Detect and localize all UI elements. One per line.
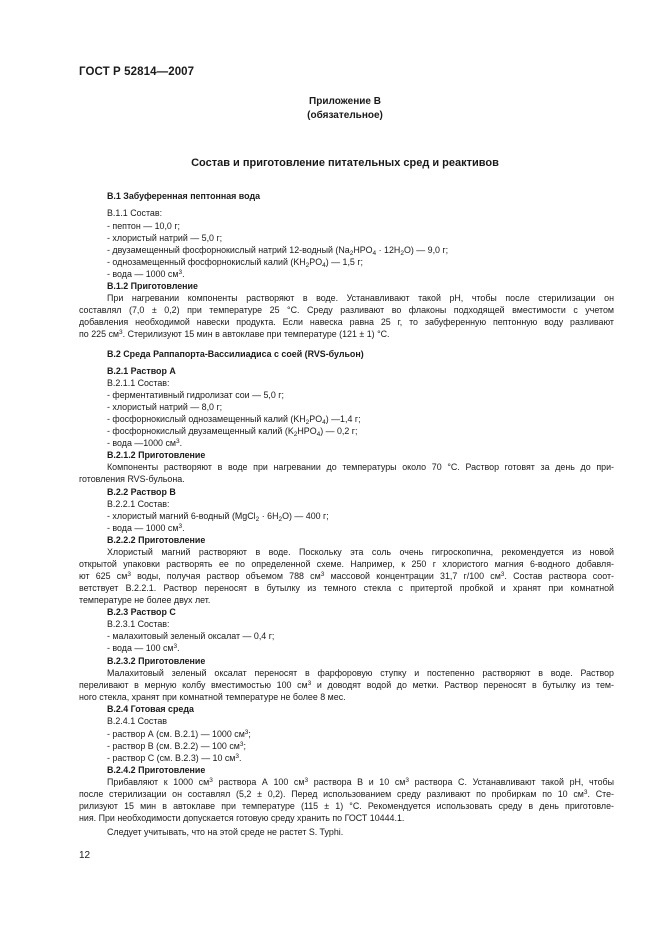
paragraph-line: открытой упаковки растворять ее по определенной схеме. Например, к 250 г хлористого магния 6-водного добавля-: [79, 559, 614, 569]
paragraph-line: Компоненты растворяют в воде при нагревании до температуры около 70 °С. Раствор готовят за день до при-: [107, 462, 614, 472]
list-item: - вода — 1000 $см^3$.: [107, 269, 185, 279]
composition-label: В.2.1.1 Состав:: [107, 378, 170, 388]
subsection-heading: В.2.4 Готовая среда: [107, 704, 194, 714]
paragraph-line: Хлористый магний растворяют в воде. Поскольку эта соль очень гигроскопична, рекомендуется из новой: [107, 547, 614, 557]
paragraph-line: температуре не более двух лет.: [79, 595, 211, 605]
subsection-heading: В.2.2 Раствор В: [107, 487, 176, 497]
paragraph-line: после стерилизации он составлял (5,2 ± 0,2). Перед использованием среду разливают по пробиркам по 10 $см^3$. Сте-: [79, 789, 614, 799]
paragraph-line: Прибавляют к 1000 $см^3$ раствора А 100 $см^3$ раствора В и 10 $см^3$ раствора С. Устанавливают такой pH, чтобы: [107, 777, 615, 787]
paragraph-line: добавления необходимой навески продукта. Если навеска равна 25 г, то забуференную пептонную воду разливают: [79, 317, 614, 327]
paragraph-line: по 225 $см^3$. Стерилизуют 15 мин в автоклаве при температуре (121 ± 1) °С.: [79, 329, 390, 339]
paragraph-line: ют 625 $см^3$ воды, получая раствор объемом 788 $см^3$ массовой концентрации 31,7 г/100 $см^3$. Состав раствора соот-: [79, 571, 614, 581]
list-item: - вода — 100 $см^3$.: [107, 643, 180, 653]
list-item: - раствор А (см. В.2.1) — 1000 $см^3$;: [107, 729, 251, 739]
subsection-heading: В.2.1 Раствор А: [107, 366, 176, 376]
paragraph-line: Малахитовый зеленый оксалат переносят в фарфоровую ступку и постепенно растворяют в воде. Раствор: [107, 668, 614, 678]
note: Следует учитывать, что на этой среде не растет S. Typhi.: [107, 827, 344, 837]
document-title: Состав и приготовление питательных сред и реактивов: [191, 157, 499, 169]
paragraph-line: готовления RVS-бульона.: [79, 474, 185, 484]
subsection-heading: В.1.2 Приготовление: [107, 281, 198, 291]
composition-label: В.1.1 Состав:: [107, 208, 163, 218]
subsection-heading: В.2.3.2 Приготовление: [107, 656, 206, 666]
list-item: - фосфорнокислый двузамещенный калий $(K_2HPO_4)$ — 0,2 г;: [107, 426, 358, 438]
list-item: - раствор С (см. В.2.3) — 10 $см^3$.: [107, 753, 242, 763]
composition-label: В.2.2.1 Состав:: [107, 499, 170, 509]
page-number: 12: [79, 850, 91, 861]
list-item: - фосфорнокислый однозамещенный калий $(KH_2PO_4)$ —1,4 г;: [107, 414, 361, 426]
list-item: - двузамещенный фосфорнокислый натрий 12-водный $(Na_2HPO_4 \cdot 12H_2O)$ — 9,0 г;: [107, 245, 449, 257]
standard-number: ГОСТ Р 52814—2007: [79, 66, 195, 78]
subsection-heading: В.2.3 Раствор С: [107, 607, 176, 617]
list-item: - однозамещенный фосфорнокислый калий $(KH_2PO_4)$ — 1,5 г;: [107, 257, 364, 269]
list-item: - ферментативный гидролизат сои — 5,0 г;: [107, 390, 284, 400]
list-item: - пептон — 10,0 г;: [107, 221, 181, 231]
paragraph-line: составлял (7,0 ± 0,2) при температуре 25 °С. Среду разливают во флаконы подходящей вместимости с учетом: [79, 305, 614, 315]
list-item: - хлористый магний 6-водный (MgCl$_2$ · $6H_2O$) — 400 г;: [107, 511, 329, 523]
section-heading-b1: В.1 Забуференная пептонная вода: [107, 191, 261, 201]
list-item: - раствор В (см. В.2.2) — 100 $см^3$;: [107, 741, 246, 751]
subsection-heading: В.2.4.2 Приготовление: [107, 765, 206, 775]
list-item: - вода —1000 $см^3$.: [107, 438, 183, 448]
paragraph-line: При нагревании компоненты растворяют в воде. Устанавливают такой pH, чтобы после стерилизации он: [107, 293, 614, 303]
composition-label: В.2.4.1 Состав: [107, 716, 167, 726]
composition-label: В.2.3.1 Состав:: [107, 619, 170, 629]
paragraph-line: ветствует В.2.2.1. Раствор переносят в бутылку из темного стекла с притертой пробкой и хранят при комнатной: [79, 583, 614, 593]
list-item: - хлористый натрий — 5,0 г;: [107, 233, 223, 243]
paragraph-line: переливают в мерную колбу вместимостью 100 $см^3$ и доводят водой до метки. Раствор переносят в бутылку из тем-: [79, 680, 614, 690]
paragraph-line: ния. При необходимости допускается готовую среду хранить по ГОСТ 10444.1.: [79, 813, 405, 823]
section-heading-b2: В.2 Среда Раппапорта-Вассилиадиса с соей (RVS-бульон): [107, 349, 364, 359]
appendix-status: (обязательное): [307, 110, 383, 121]
paragraph-line: рилизуют 15 мин в автоклаве при температуре (115 ± 1) °С. Рекомендуется использовать среду в день приготовле-: [79, 801, 614, 811]
list-item: - вода — 1000 $см^3$.: [107, 523, 185, 533]
list-item: - малахитовый зеленый оксалат — 0,4 г;: [107, 631, 275, 641]
subsection-heading: В.2.2.2 Приготовление: [107, 535, 206, 545]
appendix-title: Приложение В: [309, 96, 381, 107]
paragraph-line: ного стекла, хранят при комнатной температуре не более 8 мес.: [79, 692, 346, 702]
subsection-heading: В.2.1.2 Приготовление: [107, 450, 206, 460]
list-item: - хлористый натрий — 8,0 г;: [107, 402, 223, 412]
